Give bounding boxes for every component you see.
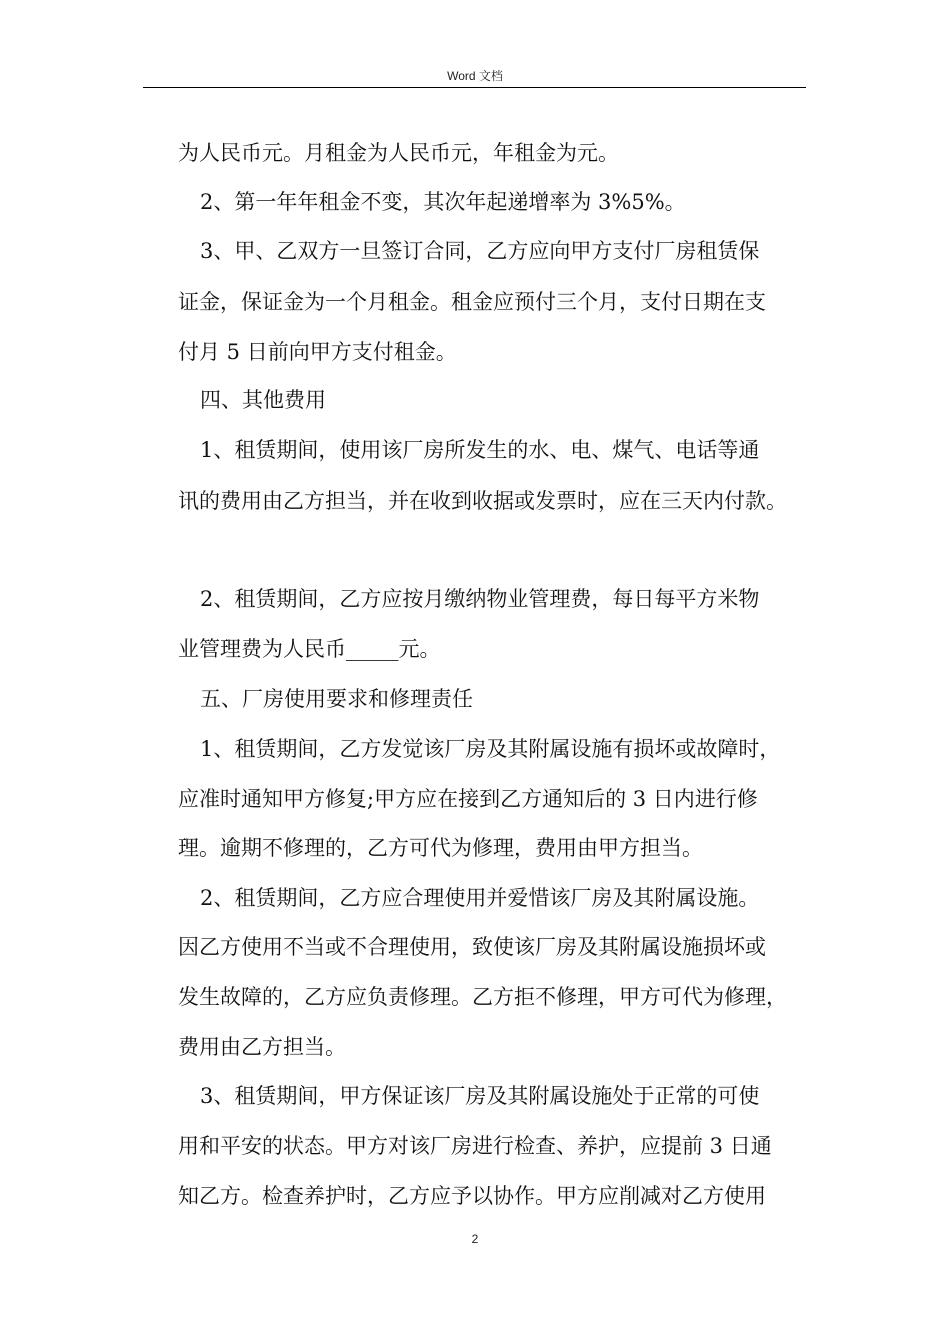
document-header-title: Word 文档: [447, 69, 503, 83]
text-line: 3、租赁期间，甲方保证该厂房及其附属设施处于正常的可使: [200, 1084, 760, 1108]
text-line: 为人民币元。月租金为人民币元，年租金为元。: [178, 141, 619, 165]
text-line: 发生故障的，乙方应负责修理。乙方拒不修理，甲方可代为修理，: [178, 985, 787, 1009]
text-line: 因乙方使用不当或不合理使用，致使该厂房及其附属设施损坏或: [178, 935, 766, 959]
text-line: 2、第一年年租金不变，其次年起递增率为 3%5%。: [200, 190, 686, 214]
header-divider: [143, 87, 806, 88]
text-line: 用和平安的状态。甲方对该厂房进行检查、养护，应提前 3 日通: [178, 1134, 772, 1158]
text-line: 付月 5 日前向甲方支付租金。: [178, 340, 457, 364]
text-line: 2、租赁期间，乙方应合理使用并爱惜该厂房及其附属设施。: [200, 886, 760, 910]
text-line: 理。逾期不修理的，乙方可代为修理，费用由甲方担当。: [178, 836, 703, 860]
section-heading: 四、其他费用: [200, 388, 326, 412]
text-line: 讯的费用由乙方担当，并在收到收据或发票时，应在三天内付款。: [178, 489, 787, 513]
text-line: 证金，保证金为一个月租金。租金应预付三个月，支付日期在支: [178, 290, 766, 314]
text-line: 费用由乙方担当。: [178, 1035, 346, 1059]
text-line: 应准时通知甲方修复;甲方应在接到乙方通知后的 3 日内进行修: [178, 787, 758, 811]
text-line: 1、租赁期间，使用该厂房所发生的水、电、煤气、电话等通: [200, 438, 760, 462]
text-line: 3、甲、乙双方一旦签订合同，乙方应向甲方支付厂房租赁保: [200, 239, 760, 263]
text-line: 知乙方。检查养护时，乙方应予以协作。甲方应削减对乙方使用: [178, 1184, 766, 1208]
text-line: 2、租赁期间，乙方应按月缴纳物业管理费，每日每平方米物: [200, 587, 760, 611]
text-line: 业管理费为人民币_____元。: [178, 637, 441, 661]
page-number: 2: [471, 1232, 479, 1246]
section-heading: 五、厂房使用要求和修理责任: [200, 687, 473, 711]
text-line: 1、租赁期间，乙方发觉该厂房及其附属设施有损坏或故障时，: [200, 737, 781, 761]
